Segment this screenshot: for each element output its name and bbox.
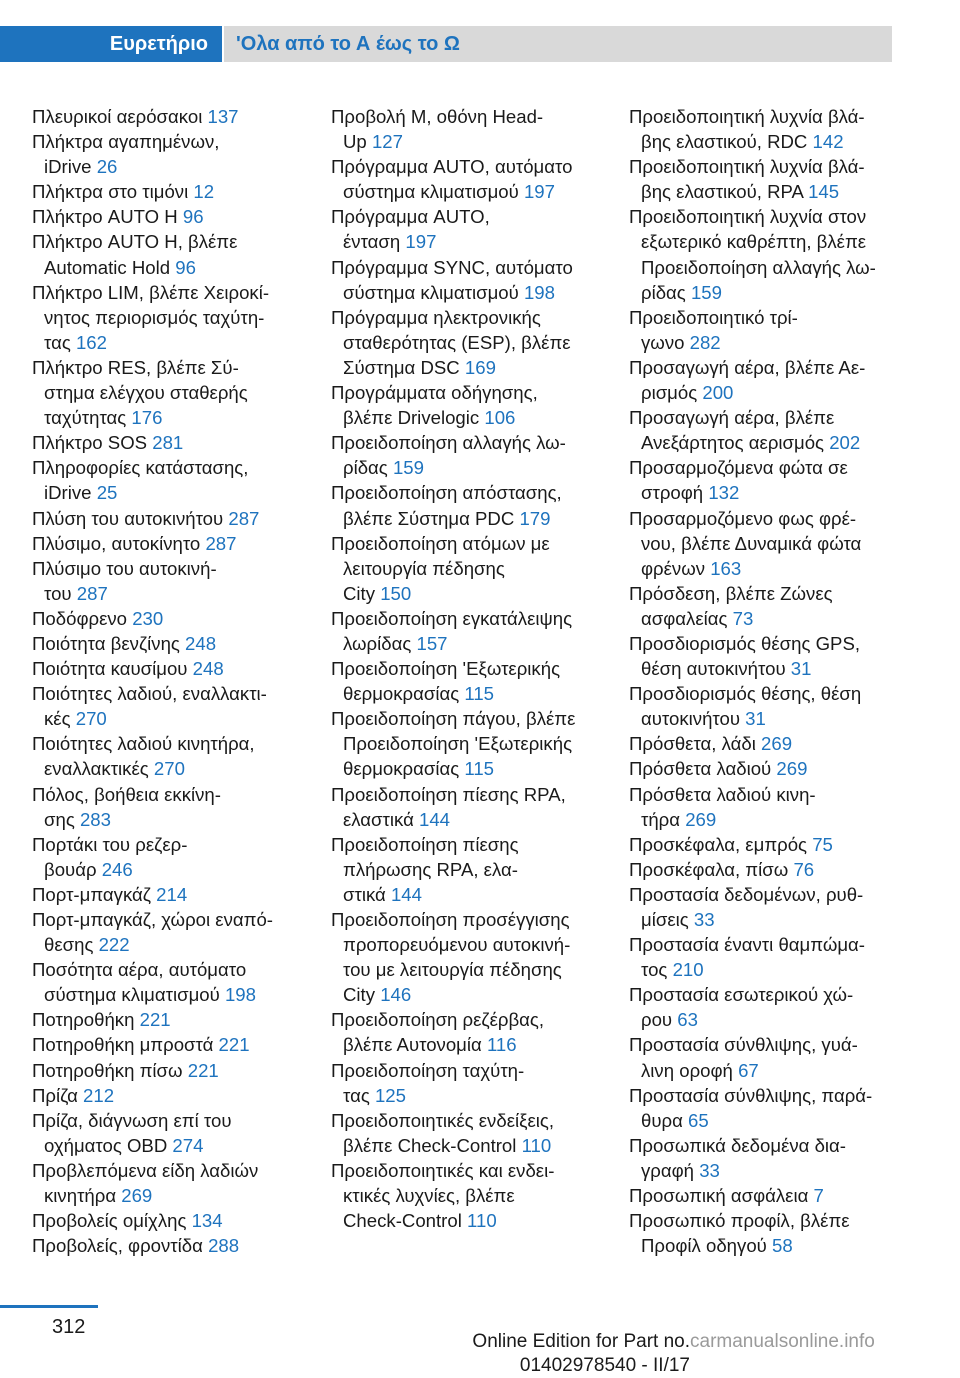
page-number: 312 — [52, 1316, 86, 1338]
index-entry-page-link[interactable]: 179 — [519, 507, 551, 529]
index-entry-page-link[interactable]: 282 — [689, 331, 721, 353]
index-entry — [331, 1058, 621, 1108]
index-entry — [331, 706, 621, 781]
subsection-title: 'Ολα από το Α έως το Ω — [236, 32, 460, 55]
index-entry-text: Πλήκτρο AUTO H, βλέπε Automatic Hold — [32, 231, 238, 278]
index-entry-text: Προβλεπόμενα είδη λαδιών κινητήρα — [32, 1159, 259, 1207]
index-entry — [629, 631, 919, 681]
index-entry — [32, 1083, 322, 1108]
index-entry-page-link[interactable]: 287 — [228, 507, 260, 529]
index-entry — [32, 229, 322, 279]
index-entry-page-link[interactable]: 96 — [182, 206, 204, 228]
index-entry-text: Προσωπικό προφίλ, βλέπε Προφίλ οδηγού — [629, 1210, 850, 1257]
index-entry — [331, 380, 621, 430]
index-entry — [32, 355, 322, 430]
index-entry-page-link[interactable]: 230 — [132, 607, 164, 629]
index-entry — [629, 405, 919, 455]
index-entry-text: Προειδοποίηση πάγου, βλέπε Προειδοποίηση 'Εξωτερικής θερμοκρασίας — [331, 708, 576, 780]
index-entry-page-link[interactable]: 288 — [208, 1235, 240, 1257]
index-entry-text: Πλήκτρο LIM, βλέπε Χειροκί- νητος περιορισμός ταχύτη- τας — [32, 281, 270, 353]
index-entry — [32, 731, 322, 781]
index-entry-text: Προειδοποιητική λυχνία βλά- βης ελαστικού, RPA — [629, 156, 865, 203]
index-entry — [331, 832, 621, 907]
index-entry — [32, 882, 322, 907]
index-entry-page-link[interactable]: 197 — [523, 181, 555, 203]
index-entry-text: Πλύσιμο του αυτοκινή- του — [32, 557, 217, 604]
index-entry — [32, 1208, 322, 1233]
index-entry-page-link[interactable]: 287 — [76, 582, 108, 604]
index-entry — [331, 782, 621, 832]
index-entry — [629, 506, 919, 581]
index-entry — [331, 1108, 621, 1158]
index-entry — [32, 681, 322, 731]
edition-text: Online Edition for Part no. 01402978540 - II/17 — [472, 1331, 690, 1376]
index-entry — [629, 355, 919, 405]
index-entry-text: Προσαρμοζόμενα φώτα σε στροφή — [629, 457, 848, 504]
index-entry-page-link[interactable]: 76 — [793, 858, 815, 880]
index-entry-page-link[interactable]: 197 — [405, 231, 437, 253]
index-entry-text: Πρόσθετα, λάδι — [629, 733, 756, 755]
index-entry-text: Ποτηροθήκη μπροστά — [32, 1034, 214, 1056]
index-entry-text: Προσδιορισμός θέσης GPS, θέση αυτοκινήτου — [629, 632, 861, 680]
index-entry-text: Ποσότητα αέρα, αυτόματο σύστημα κλιματισμού — [32, 959, 247, 1006]
index-entry-page-link[interactable]: 31 — [790, 658, 812, 680]
index-entry-page-link[interactable]: 125 — [374, 1084, 406, 1106]
index-entry-text: Προστασία εσωτερικού χώ- ρου — [629, 984, 854, 1031]
index-entry-page-link[interactable]: 116 — [486, 1034, 517, 1056]
index-entry — [32, 204, 322, 229]
index-entry-text: Πλήκτρο RES, βλέπε Σύ- στημα ελέγχου σταθερής ταχύτητας — [32, 356, 248, 429]
index-entry — [331, 606, 621, 656]
index-entry-text: Προσκέφαλα, εμπρός — [629, 833, 808, 855]
index-entry-text: Ποτηροθήκη — [32, 1009, 135, 1031]
index-entry-page-link[interactable]: 134 — [191, 1210, 223, 1232]
index-entry-text: Προειδοποιητική λυχνία βλά- βης ελαστικού, RDC — [629, 106, 865, 153]
index-entry-page-link[interactable]: 12 — [193, 181, 215, 203]
index-entry-page-link[interactable]: 110 — [521, 1134, 552, 1156]
index-entry-text: Πλευρικοί αερόσακοι — [32, 106, 203, 127]
index-entry-text: Πλήκτρα αγαπημένων, iDrive — [32, 131, 220, 178]
index-entry-page-link[interactable]: 269 — [121, 1185, 153, 1207]
index-entry-text: Ποιότητες λαδιού, εναλλακτι- κές — [32, 683, 267, 730]
index-entry-text: Προειδοποίηση αλλαγής λω- ρίδας — [331, 432, 566, 479]
index-entry-page-link[interactable]: 283 — [79, 808, 111, 830]
index-entry — [331, 907, 621, 1007]
index-entry-text: Πρίζα, διάγνωση επί του οχήματος OBD — [32, 1109, 232, 1156]
index-entry-page-link[interactable]: 269 — [761, 733, 793, 755]
index-entry — [32, 1058, 322, 1083]
index-entry-text: Προειδοποιητικές και ενδει- κτικές λυχνίες, βλέπε Check-Control — [331, 1159, 555, 1232]
index-entry-page-link[interactable]: 200 — [702, 382, 734, 404]
index-entry-text: Πρόσθετα λαδιού — [629, 758, 772, 780]
index-entry-text: Ποδόφρενο — [32, 607, 128, 629]
index-entry-text: Προειδοποίηση προσέγγισης προπορευόμενου αυτοκινή- του με λειτουργία πέδησης City — [331, 909, 571, 1006]
index-entry-page-link[interactable]: 169 — [464, 356, 496, 378]
index-entry-page-link[interactable]: 274 — [172, 1134, 204, 1156]
index-entry-text: Προειδοποίηση ατόμων με λειτουργία πέδησης City — [331, 532, 550, 604]
index-entry — [629, 1208, 919, 1258]
index-entry-text: Πλήκτρο SOS — [32, 432, 148, 454]
index-entry-page-link[interactable]: 150 — [380, 582, 412, 604]
index-entry-page-link[interactable]: 106 — [484, 407, 516, 429]
index-entry-page-link[interactable]: 63 — [677, 1009, 698, 1031]
index-entry-text: Προειδοποίηση ταχύτη- τας — [331, 1059, 525, 1106]
index-entry — [629, 104, 919, 154]
index-entry — [331, 430, 621, 480]
index-entry-text: Προσωπική ασφάλεια — [629, 1185, 809, 1207]
index-entry — [32, 179, 322, 204]
index-entry-text: Προσαρμοζόμενο φως φρέ- νου, βλέπε Δυναμικά φώτα φρένων — [629, 507, 862, 579]
index-entry-text: Προειδοποίηση 'Εξωτερικής θερμοκρασίας — [331, 658, 561, 705]
index-entry — [629, 1133, 919, 1183]
index-entry — [629, 882, 919, 932]
index-entry-text: Προστασία έναντι θαμπώμα- τος — [629, 934, 865, 981]
index-entry — [331, 1158, 621, 1233]
section-title: Ευρετήριο — [109, 32, 208, 55]
index-entry-text: Πρόσθετα λαδιού κινη- τήρα — [629, 783, 816, 830]
index-entry — [629, 681, 919, 731]
index-entry-page-link[interactable]: 75 — [812, 833, 833, 855]
index-entry — [32, 280, 322, 355]
index-entry-page-link[interactable]: 287 — [205, 532, 237, 554]
index-entry-page-link[interactable]: 144 — [390, 883, 422, 905]
index-entry-text: Πορτ-μπαγκάζ, χώροι εναπό- θεσης — [32, 909, 273, 956]
index-entry — [629, 832, 919, 857]
index-entry — [32, 656, 322, 681]
index-entry-page-link[interactable]: 210 — [672, 959, 704, 981]
index-entry-page-link[interactable]: 176 — [131, 407, 163, 429]
index-entry-page-link[interactable]: 248 — [185, 632, 217, 654]
index-entry-page-link[interactable]: 159 — [690, 281, 722, 303]
subsection-tab[interactable] — [224, 26, 892, 62]
index-entry — [32, 606, 322, 631]
index-entry-page-link[interactable]: 144 — [419, 808, 451, 830]
index-entry-page-link[interactable]: 96 — [175, 256, 196, 278]
index-entry-page-link[interactable]: 58 — [772, 1235, 793, 1257]
index-entry — [331, 656, 621, 706]
index-entry — [629, 1183, 919, 1208]
index-entry-page-link[interactable]: 31 — [745, 708, 766, 730]
index-entry-page-link[interactable]: 26 — [96, 156, 118, 178]
index-entry-text: Πλήκτρα στο τιμόνι — [32, 181, 189, 203]
index-entry-page-link[interactable]: 25 — [96, 482, 118, 504]
index-entry-text: Προειδοποίηση ρεζέρβας, βλέπε Αυτονομία — [331, 1009, 545, 1056]
index-entry-text: Προειδοποίηση απόστασης, βλέπε Σύστημα PDC — [331, 482, 562, 529]
footer — [0, 1330, 960, 1376]
index-entry-page-link[interactable]: 157 — [416, 632, 448, 654]
index-entry-page-link[interactable]: 145 — [808, 181, 840, 203]
index-entry — [32, 1233, 322, 1258]
index-entry — [32, 957, 322, 1007]
index-entry-page-link[interactable]: 270 — [75, 708, 107, 730]
index-entry-text: Προστασία σύνθλιψης, γυά- λινη οροφή — [629, 1034, 858, 1081]
index-column-2 — [331, 104, 621, 1233]
index-entry-page-link[interactable]: 142 — [812, 131, 844, 153]
index-entry — [32, 832, 322, 882]
index-entry-page-link[interactable]: 198 — [523, 281, 555, 303]
index-entry-text: Προγράμματα οδήγησης, βλέπε Drivelogic — [331, 382, 538, 429]
index-entry-text: Πορτ-μπαγκάζ — [32, 883, 151, 905]
index-entry — [331, 104, 621, 154]
index-entry-page-link[interactable]: 73 — [732, 607, 754, 629]
index-entry — [629, 782, 919, 832]
index-entry — [32, 631, 322, 656]
index-entry-page-link[interactable]: 127 — [371, 131, 403, 153]
index-entry-text: Προβολείς, φροντίδα — [32, 1235, 203, 1257]
index-entry-page-link[interactable]: 270 — [153, 758, 185, 780]
index-entry-text: Προστασία δεδομένων, ρυθ- μίσεις — [629, 883, 864, 930]
index-entry-page-link[interactable]: 202 — [829, 432, 861, 454]
index-entry-text: Προσωπικά δεδομένα δια- γραφή — [629, 1134, 846, 1181]
index-entry-text: Προσαγωγή αέρα, βλέπε Αε- ρισμός — [629, 356, 866, 404]
index-entry-page-link[interactable]: 162 — [75, 331, 107, 353]
index-entry-page-link[interactable]: 221 — [187, 1059, 219, 1081]
index-entry — [629, 731, 919, 756]
index-entry-text: Προειδοποίηση εγκατάλειψης λωρίδας — [331, 607, 573, 654]
index-entry-text: Προβολείς ομίχλης — [32, 1210, 187, 1232]
index-entry-page-link[interactable]: 221 — [139, 1009, 171, 1031]
index-entry-text: Προσκέφαλα, πίσω — [629, 858, 789, 880]
index-entry-text: Πρόγραμμα ηλεκτρονικής σταθερότητας (ESP), βλέπε Σύστημα DSC — [331, 306, 571, 378]
index-entry-text: Προειδοποιητική λυχνία στον εξωτερικό καθρέπτη, βλέπε Προειδοποίηση αλλαγής λω- ρίδας — [629, 206, 876, 303]
index-entry-text: Πρόγραμμα AUTO, ένταση — [331, 206, 490, 253]
index-entry — [331, 480, 621, 530]
index-entry — [629, 756, 919, 781]
index-entry — [32, 907, 322, 957]
index-entry-text: Πόλος, βοήθεια εκκίνη- σης — [32, 783, 221, 830]
index-entry-text: Ποιότητα καυσίμου — [32, 658, 188, 680]
index-entry-text: Προβολή M, οθόνη Head- Up — [331, 106, 544, 153]
index-column-1 — [32, 104, 322, 1258]
index-entry — [32, 531, 322, 556]
index-entry-text: Προσαγωγή αέρα, βλέπε Ανεξάρτητος αερισμός — [629, 407, 835, 454]
index-entry — [629, 581, 919, 631]
index-entry — [331, 255, 621, 305]
index-entry — [331, 531, 621, 606]
index-entry — [32, 506, 322, 531]
index-entry-page-link[interactable]: 214 — [156, 883, 188, 905]
index-entry-page-link[interactable]: 281 — [152, 432, 184, 454]
index-entry — [331, 154, 621, 204]
index-entry-text: Προσδιορισμός θέσης, θέση αυτοκινήτου — [629, 683, 862, 730]
section-tab[interactable] — [0, 26, 222, 62]
index-entry-text: Πρόσδεση, βλέπε Ζώνες ασφαλείας — [629, 582, 833, 629]
index-entry — [32, 1032, 322, 1057]
index-entry — [629, 1032, 919, 1082]
index-entry-page-link[interactable]: 269 — [685, 808, 717, 830]
index-entry-page-link[interactable]: 159 — [392, 457, 424, 479]
index-entry-text: Πληροφορίες κατάστασης, iDrive — [32, 457, 249, 504]
index-entry-page-link[interactable]: 115 — [464, 683, 495, 705]
index-entry-page-link[interactable]: 222 — [98, 934, 130, 956]
index-entry-page-link[interactable]: 7 — [813, 1185, 824, 1207]
index-entry-text: Ποιότητες λαδιού κινητήρα, εναλλακτικές — [32, 733, 255, 780]
index-entry-text: Πλύση του αυτοκινήτου — [32, 507, 224, 529]
index-entry-text: Προειδοποιητικές ενδείξεις, βλέπε Check-Control — [331, 1109, 554, 1156]
index-entry-page-link[interactable]: 269 — [776, 758, 808, 780]
index-entry — [629, 305, 919, 355]
index-entry — [32, 129, 322, 179]
index-entry-page-link[interactable]: 115 — [464, 758, 495, 780]
index-entry — [32, 455, 322, 505]
index-entry-text: Πλήκτρο AUTO H — [32, 206, 178, 228]
index-entry — [629, 204, 919, 304]
index-entry-page-link[interactable]: 198 — [224, 984, 256, 1006]
index-entry-text: Πρόγραμμα SYNC, αυτόματο σύστημα κλιματισμού — [331, 256, 573, 303]
index-entry — [629, 455, 919, 505]
index-entry — [32, 556, 322, 606]
index-entry-text: Προειδοποιητικό τρί- γωνο — [629, 306, 798, 353]
index-entry-text: Πρόγραμμα AUTO, αυτόματο σύστημα κλιματισμού — [331, 156, 573, 203]
header-bar — [0, 0, 960, 62]
index-entry — [331, 204, 621, 254]
index-entry-text: Προειδοποίηση πίεσης πλήρωσης RPA, ελα- στικά — [331, 833, 519, 905]
index-entry-page-link[interactable]: 146 — [380, 984, 412, 1006]
index-entry — [629, 857, 919, 882]
index-entry-text: Προειδοποίηση πίεσης RPA, ελαστικά — [331, 783, 566, 830]
watermark: carmanualsonline.info — [690, 1331, 875, 1352]
page-number-rule — [0, 1305, 98, 1308]
index-entry — [331, 1007, 621, 1057]
index-entry — [629, 982, 919, 1032]
index-entry-text: Πρίζα — [32, 1084, 78, 1106]
index-entry-text: Ποτηροθήκη πίσω — [32, 1059, 183, 1081]
index-entry-page-link[interactable]: 110 — [467, 1210, 497, 1232]
index-entry — [629, 1083, 919, 1133]
index-entry-page-link[interactable]: 132 — [708, 482, 740, 504]
index-entry-page-link[interactable]: 67 — [738, 1059, 759, 1081]
index-entry-page-link[interactable]: 163 — [710, 557, 742, 579]
index-entry-text: Ποιότητα βενζίνης — [32, 632, 180, 654]
index-entry-page-link[interactable]: 246 — [101, 858, 133, 880]
index-column-3 — [629, 104, 919, 1258]
index-entry — [32, 1007, 322, 1032]
index-entry — [629, 932, 919, 982]
index-entry-page-link[interactable]: 137 — [207, 106, 239, 127]
index-entry-page-link[interactable]: 33 — [699, 1159, 720, 1181]
index-entry-page-link[interactable]: 248 — [192, 658, 224, 680]
index-entry — [32, 104, 322, 129]
index-entry — [32, 1108, 322, 1158]
index-entry-page-link[interactable]: 33 — [693, 909, 715, 930]
index-entry — [32, 782, 322, 832]
index-entry — [629, 154, 919, 204]
index-entry-page-link[interactable]: 221 — [218, 1034, 250, 1056]
index-entry — [32, 1158, 322, 1208]
index-entry-text: Πορτάκι του ρεζερ- βουάρ — [32, 833, 188, 880]
index-entry-text: Προστασία σύνθλιψης, παρά- θυρα — [629, 1084, 873, 1131]
index-entry — [331, 305, 621, 380]
index-entry — [32, 430, 322, 455]
index-entry-page-link[interactable]: 212 — [83, 1084, 115, 1106]
index-entry-text: Πλύσιμο, αυτοκίνητο — [32, 532, 201, 554]
index-entry-page-link[interactable]: 65 — [688, 1109, 709, 1131]
